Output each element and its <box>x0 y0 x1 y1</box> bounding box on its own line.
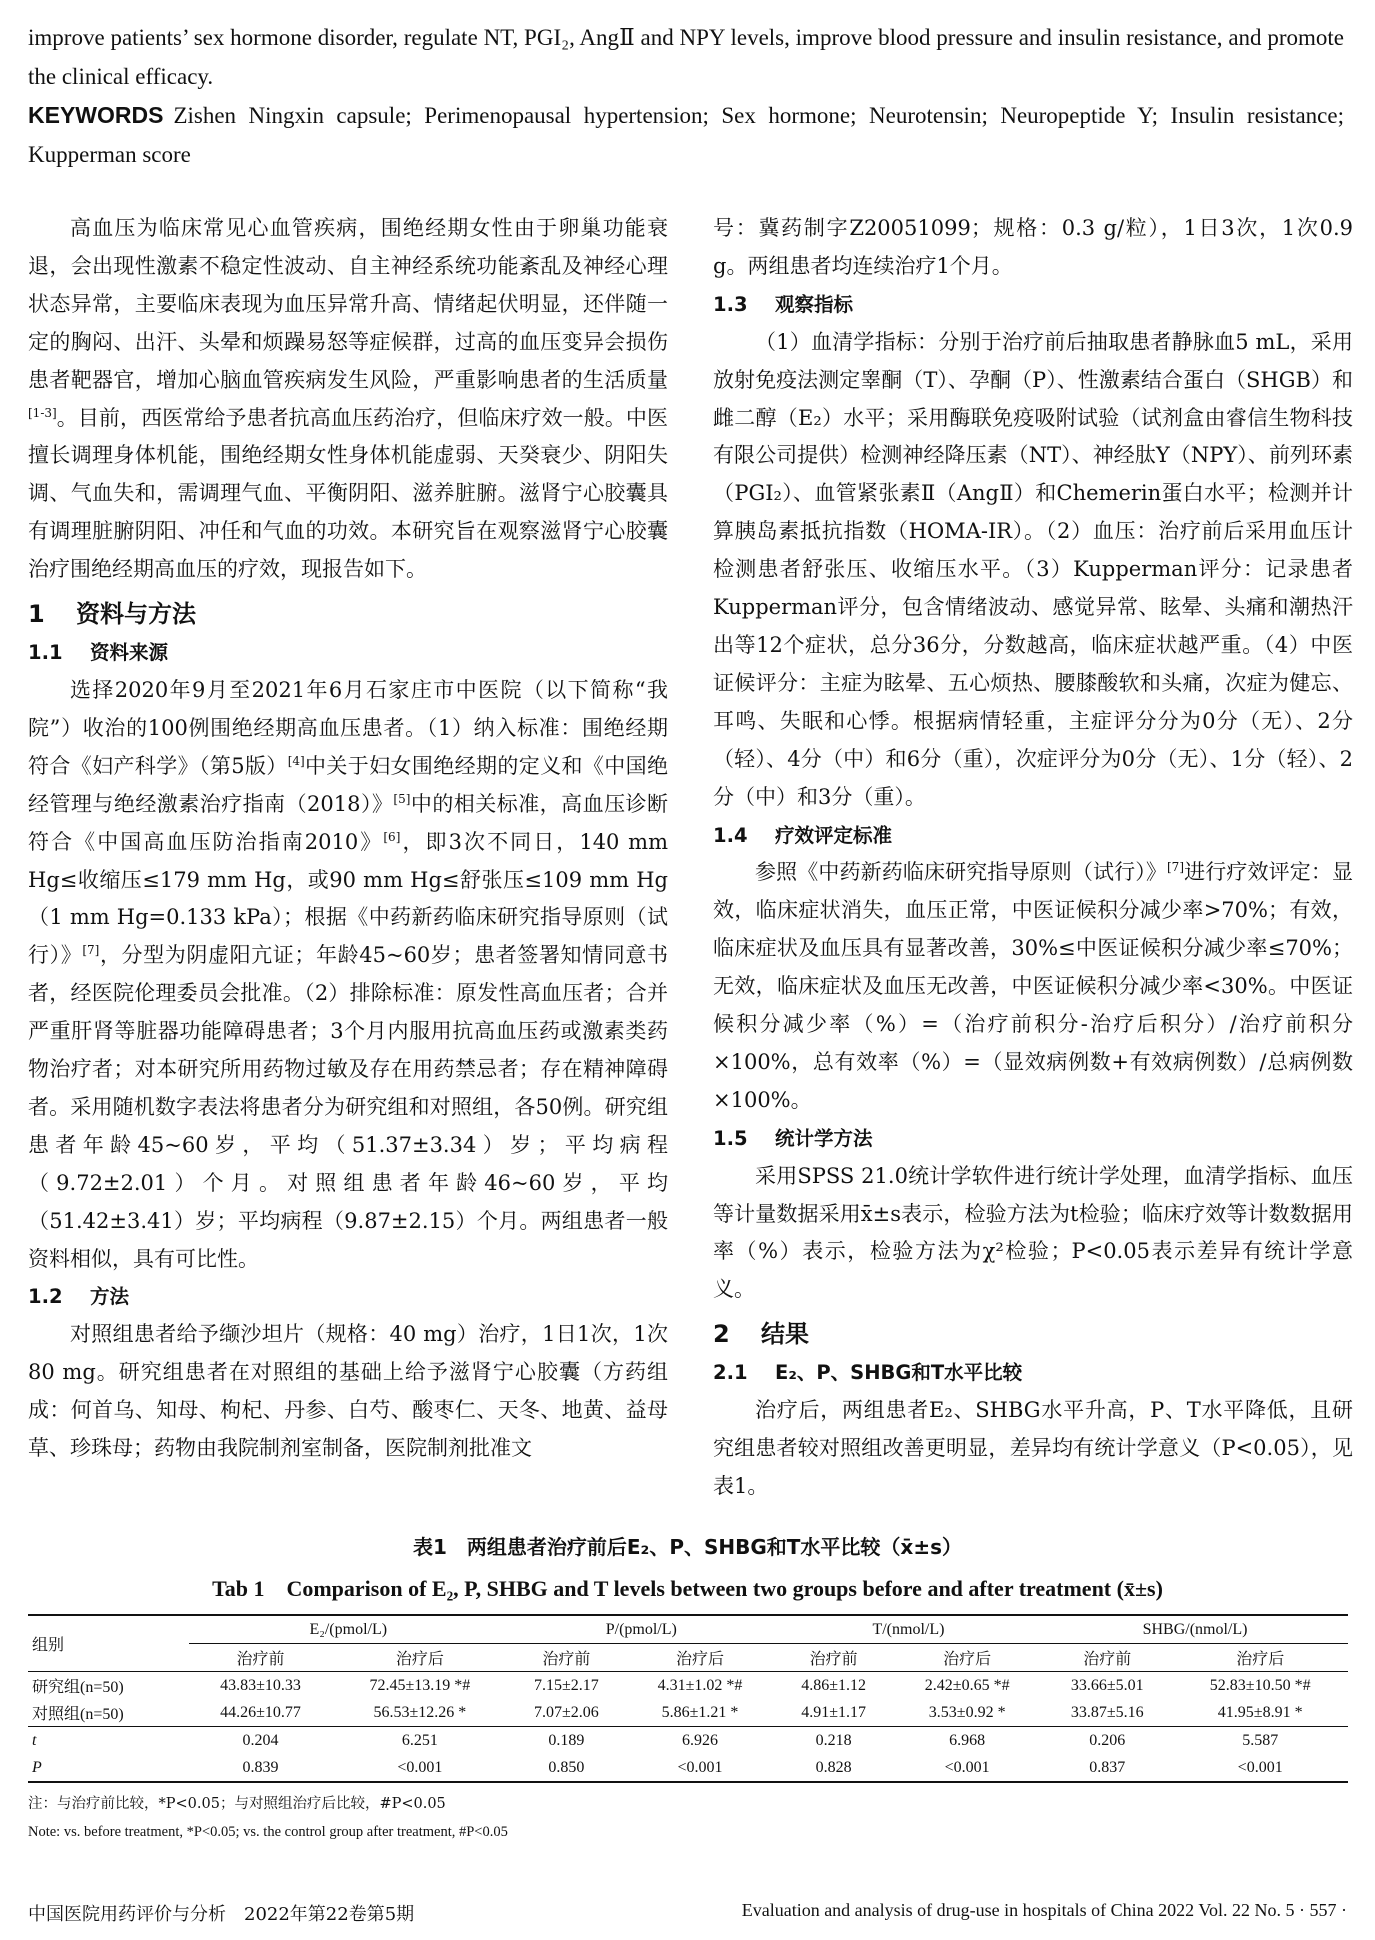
section-1-1-heading: 1.1 资料来源 <box>28 641 169 665</box>
table-caption-cn: 表1 两组患者治疗前后E₂、P、SHBG和T水平比较（x̄±s） <box>412 1535 962 1559</box>
section-1-3-text: （1）血清学指标：分别于治疗前后抽取患者静脉血5 mL，采用放射免疫法测定睾酮（T）、孕酮（P）、性激素结合蛋白（SHGB）和雌二醇（E₂）水平；采用酶联免疫吸附试验（试剂盒由睿信生物科技有限公司提供）检测神经降压素（NT）、神经肽Y（NPY）、前列环素（PGI₂）、血管紧张素Ⅱ（AngⅡ）和Chemerin蛋白水平；检测并计算胰岛素抵抗指数（HOMA-IR）。（2）血压：治疗前后采用血压计检测患者舒张压、收缩压水平。（3）Kupperman评分：记录患者Kupperman评分，包含情绪波动、感觉异常、眩晕、头痛和潮热汗出等12个症状，总分36分，分数越高，临床症状越严重。（4）中医证候评分：主症为眩晕、五心烦热、腰膝酸软和头痛，次症为健忘、耳鸣、失眠和心悸。根据病情轻重，主症评分分为0分（无）、2分（轻）、4分（中）和6分（重），次症评分为0分（无）、1分（轻）、2分（中）和3分（重）。 <box>713 329 1353 809</box>
col-group-shbg: SHBG/(nmol/L) <box>1042 1615 1348 1644</box>
intro-paragraph: 高血压为临床常见心血管疾病，围绝经期女性由于卵巢功能衰退，会出现性激素不稳定性波动、自主神经系统功能紊乱及神经心理状态异常，主要临床表现为血压异常升高、情绪起伏明显，还伴随一定的胸闷、出汗、头晕和烦躁易怒等症候群，过高的血压变异会损伤患者靶器官，增加心脑血管疾病发生风险，严重影响患者的生活质量[1-3]。目前，西医常给予患者抗高血压药治疗，但临床疗效一般。中医擅长调理身体机能，围绝经期女性身体机能虚弱、天癸衰少、阴阳失调、气血失和，需调理气血、平衡阴阳、滋养脏腑。滋肾宁心胶囊具有调理脏腑阴阳、冲任和气血的功效。本研究旨在观察滋肾宁心胶囊治疗围绝经期高血压的疗效，现报告如下。 <box>28 216 668 582</box>
footer-journal-cn: 中国医院用药评价与分析 2022年第22卷第5期 <box>28 1904 415 1925</box>
section-2-1-heading: 2.1 E₂、P、SHBG和T水平比较 <box>713 1361 1023 1385</box>
table-note-en: Note: vs. before treatment, *P<0.05; vs. the control group after treatment, #P<0.05 <box>28 1824 508 1840</box>
sub-header-after: 治疗后 <box>892 1644 1042 1672</box>
section-2-1-text: 治疗后，两组患者E₂、SHBG水平升高，P、T水平降低，且研究组患者较对照组改善更明显，差异均有统计学意义（P<0.05），见表1。 <box>713 1398 1353 1498</box>
section-1-2-text: 对照组患者给予缬沙坦片（规格：40 mg）治疗，1日1次，1次80 mg。研究组患者在对照组的基础上给予滋肾宁心胶囊（方药组成：何首乌、知母、枸杞、丹参、白芍、酸枣仁、天冬、地黄、益母草、珍珠母；药物由我院制剂室制备，医院制剂批准文 <box>28 1322 668 1461</box>
table-row: 研究组(n=50) 43.83±10.33 72.45±13.19 *# 7.15±2.17 4.31±1.02 *# 4.86±1.12 2.42±0.65 *# 33.66±5.01 52.83±10.50 *# <box>32 1676 1311 1696</box>
table-caption-en: Tab 1 Comparison of E₂, P, SHBG and T levels between two groups before and after treatment (x̄±s) <box>212 1576 1163 1601</box>
sub-header-before: 治疗前 <box>189 1644 332 1672</box>
section-1-4-text: 参照《中药新药临床研究指导原则（试行）》[7]进行疗效评定：显效，临床症状消失，血压正常，中医证候积分减少率>70%；有效，临床症状及血压具有显著改善，30%≤中医证候积分减少率≤70%；无效，临床症状及血压无改善，中医证候积分减少率<30%。中医证候积分减少率（%）=（治疗前积分-治疗后积分）/治疗前积分×100%，总有效率（%）=（显效病例数+有效病例数）/总病例数×100%。 <box>713 860 1353 1112</box>
group-header: 组别 <box>28 1615 189 1672</box>
abstract-tail: improve patients’ sex hormone disorder, regulate NT, PGI₂, AngⅡ and NPY levels, improve blood pressure and insulin resistance, and promote the clinical efficacy. <box>28 25 1344 89</box>
right-column <box>713 210 1353 1506</box>
table-row: P 0.839 <0.001 0.850 <0.001 0.828 <0.001 0.837 <0.001 <box>28 1754 1348 1782</box>
sub-header-before: 治疗前 <box>508 1644 625 1672</box>
col-group-t: T/(nmol/L) <box>775 1615 1042 1644</box>
section-1-2-heading: 1.2 方法 <box>28 1285 130 1309</box>
sub-header-after: 治疗后 <box>332 1644 508 1672</box>
keywords-text: Zishen Ningxin capsule; Perimenopausal hypertension; Sex hormone; Neurotensin; Neuropeptide Y; Insulin resistance; Kupperman score <box>28 103 1344 167</box>
section-1-2-continued: 号：冀药制字Z20051099；规格：0.3 g/粒），1日3次，1次0.9 g。两组患者均连续治疗1个月。 <box>713 216 1353 278</box>
table-row: 对照组(n=50) 44.26±10.77 56.53±12.26 * 7.07±2.06 5.86±1.21 * 4.91±1.17 3.53±0.92 * 33.87±5.16 41.95±8.91 * <box>32 1703 1303 1723</box>
results-table <box>28 1614 1348 1783</box>
section-2-heading: 2 结果 <box>713 1320 809 1349</box>
section-1-3-heading: 1.3 观察指标 <box>713 292 854 316</box>
footer-journal-en: Evaluation and analysis of drug-use in hospitals of China 2022 Vol. 22 No. 5 · 557 · <box>741 1900 1347 1920</box>
section-1-4-heading: 1.4 疗效评定标准 <box>713 823 893 847</box>
col-group-e2: E₂/(pmol/L) <box>189 1615 508 1644</box>
keywords-label: KEYWORDS <box>28 102 164 128</box>
table-note-cn: 注：与治疗前比较，*P<0.05；与对照组治疗后比较，#P<0.05 <box>28 1796 446 1812</box>
sub-header-after: 治疗后 <box>1172 1644 1348 1672</box>
section-1-1-text: 选择2020年9月至2021年6月石家庄市中医院（以下简称“我院”）收治的100例围绝经期高血压患者。（1）纳入标准：围绝经期符合《妇产科学》（第5版）[4]中关于妇女围绝经期的定义和《中国绝经管理与绝经激素治疗指南（2018）》[5]中的相关标准，高血压诊断符合《中国高血压防治指南2010》[6]，即3次不同日，140 mm Hg≤收缩压≤179 mm Hg，或90 mm Hg≤舒张压≤109 mm Hg（1 mm Hg=0.133 kPa）；根据《中药新药临床研究指导原则（试行）》[7]，分型为阴虚阳亢证；年龄45~60岁；患者签署知情同意书者，经医院伦理委员会批准。（2）排除标准：原发性高血压者；合并严重肝肾等脏器功能障碍患者；3个月内服用抗高血压药或激素类药物治疗者；对本研究所用药物过敏及存在用药禁忌者；存在精神障碍者。采用随机数字表法将患者分为研究组和对照组，各50例。研究组患者年龄45~60岁，平均（51.37±3.34）岁；平均病程（9.72±2.01）个月。对照组患者年龄46~60岁，平均（51.42±3.41）岁；平均病程（9.87±2.15）个月。两组患者一般资料相似，具有可比性。 <box>28 677 668 1271</box>
left-column <box>28 210 668 1468</box>
section-1-5-text: 采用SPSS 21.0统计学软件进行统计学处理，血清学指标、血压等计量数据采用x̄±s表示，检验方法为t检验；临床疗效等计数数据用率（%）表示，检验方法为χ²检验；P<0.05表示差异有统计学意义。 <box>713 1163 1353 1302</box>
sub-header-after: 治疗后 <box>625 1644 775 1672</box>
sub-header-before: 治疗前 <box>775 1644 892 1672</box>
section-1-5-heading: 1.5 统计学方法 <box>713 1126 873 1150</box>
section-1-heading: 1 资料与方法 <box>28 600 196 629</box>
table-row: t 0.204 6.251 0.189 6.926 0.218 6.968 0.206 5.587 <box>28 1727 1348 1755</box>
sub-header-before: 治疗前 <box>1042 1644 1172 1672</box>
keywords-line <box>28 96 1344 174</box>
col-group-p: P/(pmol/L) <box>508 1615 775 1644</box>
